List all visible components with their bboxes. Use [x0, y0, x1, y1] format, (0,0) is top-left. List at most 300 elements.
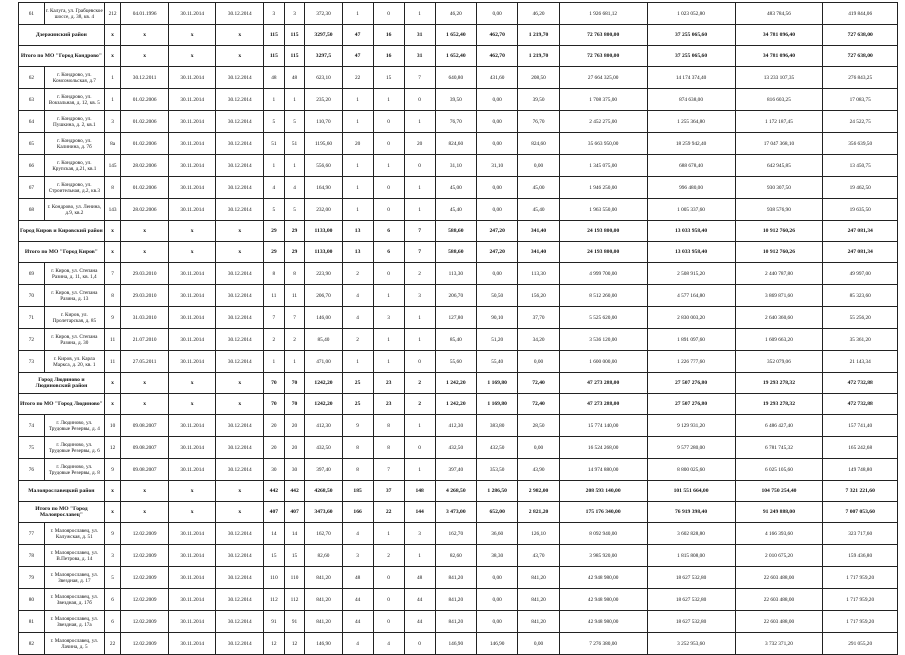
table-cell: 841,20 — [518, 611, 559, 633]
table-cell: 1 — [342, 199, 373, 221]
table-cell: 4 — [373, 633, 404, 655]
address-cell: г. Кондрово, ул. Вокзальная, д. 12, кв. 5 — [44, 89, 104, 111]
table-cell: 31 — [404, 25, 435, 46]
table-row — [19, 611, 898, 633]
table-cell: 14 — [284, 523, 305, 545]
table-cell: 01.02.2006 — [121, 111, 169, 133]
table-cell: 1 609 663,20 — [735, 329, 823, 351]
table-cell: 372,30 — [305, 3, 342, 25]
table-cell: 45,40 — [518, 199, 559, 221]
table-cell: 341,40 — [518, 221, 559, 242]
table-cell: 1 345 075,00 — [559, 155, 647, 177]
table-cell: 16 — [373, 46, 404, 67]
table-cell: 6 781 745,32 — [735, 437, 823, 459]
address-cell: г. Малоярославец, ул. Звездная, д. 17б — [44, 589, 104, 611]
table-cell: 55,60 — [435, 351, 476, 373]
table-cell: х — [216, 481, 264, 502]
table-cell: 156,20 — [518, 285, 559, 307]
table-cell: 652,00 — [477, 502, 518, 523]
table-cell: 1 — [404, 545, 435, 567]
table-cell: 17 047 368,10 — [735, 133, 823, 155]
table-cell: 4 — [342, 307, 373, 329]
table-cell: 29.03.2010 — [121, 285, 169, 307]
table-cell: 01.02.2006 — [121, 133, 169, 155]
table-row — [19, 523, 898, 545]
address-cell: г. Малоярославец, ул. В.Петрова, д. 14 — [44, 545, 104, 567]
table-cell: 66 — [19, 155, 45, 177]
table-cell: 1 926 681,12 — [559, 3, 647, 25]
table-cell: 30.11.2014 — [168, 67, 216, 89]
table-cell: 8 512 260,00 — [559, 285, 647, 307]
table-cell: 01.02.2006 — [121, 89, 169, 111]
table-cell: 5 — [104, 567, 121, 589]
table-cell: 185 — [342, 481, 373, 502]
table-cell: 46,20 — [435, 3, 476, 25]
table-cell: 30.12.2014 — [216, 111, 264, 133]
table-cell: 6 — [104, 589, 121, 611]
table-cell: 0,00 — [477, 111, 518, 133]
table-cell: 1 226 777,60 — [647, 351, 735, 373]
table-cell: 247,20 — [477, 242, 518, 263]
table-cell: 159 436,80 — [823, 545, 898, 567]
table-row — [19, 67, 898, 89]
table-cell: 30.11.2014 — [168, 133, 216, 155]
subtotal-row — [19, 242, 898, 263]
table-cell: 1 — [404, 177, 435, 199]
table-cell: 20 — [342, 133, 373, 155]
table-cell: 70 — [264, 394, 285, 415]
table-cell: 0,00 — [477, 89, 518, 111]
table-cell: 9 129 931,20 — [647, 415, 735, 437]
table-cell: 356 639,50 — [823, 133, 898, 155]
table-cell: 1 169,80 — [477, 373, 518, 394]
table-cell: 110 — [284, 567, 305, 589]
table-cell: х — [104, 481, 121, 502]
table-cell: 841,20 — [518, 589, 559, 611]
table-cell: 85,40 — [435, 329, 476, 351]
table-cell: 688 678,40 — [647, 155, 735, 177]
table-cell: 31,10 — [435, 155, 476, 177]
table-cell: 30.11.2014 — [168, 351, 216, 373]
table-cell: 82,60 — [305, 545, 342, 567]
table-cell: 12.02.2009 — [121, 611, 169, 633]
table-cell: 462,70 — [477, 46, 518, 67]
table-cell: 17 083,75 — [823, 89, 898, 111]
table-cell: 22 603 488,00 — [735, 589, 823, 611]
table-cell: 9 577 280,00 — [647, 437, 735, 459]
table-cell: 3297,50 — [305, 25, 342, 46]
table-cell: 0 — [404, 437, 435, 459]
table-cell: 1 — [373, 89, 404, 111]
table-cell: 30.11.2014 — [168, 633, 216, 655]
table-cell: 1 — [404, 329, 435, 351]
table-cell: 44 — [404, 589, 435, 611]
table-cell: 45,00 — [518, 177, 559, 199]
table-cell: х — [216, 373, 264, 394]
table-cell: 35 361,20 — [823, 329, 898, 351]
table-cell: 1 — [404, 111, 435, 133]
table-cell: х — [216, 394, 264, 415]
table-cell: 162,70 — [435, 523, 476, 545]
subtotal-row — [19, 502, 898, 523]
table-cell: 27 507 276,80 — [647, 394, 735, 415]
table-cell: х — [168, 46, 216, 67]
table-cell: 0 — [373, 263, 404, 285]
subtotal-label: Итого по МО "Город Людиново" — [19, 394, 105, 415]
table-cell: 1 — [404, 3, 435, 25]
table-cell: 164,90 — [305, 177, 342, 199]
table-cell: 1 — [284, 351, 305, 373]
table-row — [19, 415, 898, 437]
table-cell: 1 717 959,20 — [823, 589, 898, 611]
table-cell: 1 169,80 — [477, 394, 518, 415]
table-cell: 65 — [19, 133, 45, 155]
table-cell: 1 — [284, 155, 305, 177]
table-cell: 12.02.2009 — [121, 589, 169, 611]
table-cell: 22 — [342, 67, 373, 89]
table-cell: 62 — [19, 67, 45, 89]
table-cell: 72,40 — [518, 373, 559, 394]
table-cell: 34 781 096,40 — [735, 25, 823, 46]
table-cell: 1 600 000,00 — [559, 351, 647, 373]
table-cell: 8 800 025,60 — [647, 459, 735, 481]
table-cell: 91 — [284, 611, 305, 633]
table-cell: 16 — [373, 25, 404, 46]
table-cell: 16 524 268,00 — [559, 437, 647, 459]
table-cell: х — [168, 373, 216, 394]
table-cell: 352 079,06 — [735, 351, 823, 373]
address-cell: г. Киров, ул. Карла Маркса, д. 20, кв. 1 — [44, 351, 104, 373]
table-cell: 30.12.2014 — [216, 3, 264, 25]
table-cell: 208 593 140,00 — [559, 481, 647, 502]
table-cell: 30.12.2014 — [216, 89, 264, 111]
table-cell: 4 268,50 — [435, 481, 476, 502]
table-cell: 2 640 360,60 — [735, 307, 823, 329]
table-cell: 1 — [264, 89, 285, 111]
table-cell: 6 486 427,40 — [735, 415, 823, 437]
table-cell: 1 255 364,80 — [647, 111, 735, 133]
table-cell: 30.11.2014 — [168, 263, 216, 285]
table-cell: 8а — [104, 133, 121, 155]
table-cell: 874 638,00 — [647, 89, 735, 111]
table-cell: 55,40 — [477, 351, 518, 373]
table-cell: 8 — [373, 437, 404, 459]
table-cell: 2 — [404, 373, 435, 394]
address-cell: г. Малоярославец, ул. Лачина, д. 5 — [44, 633, 104, 655]
address-cell: г. Малоярославец, ул. Калужская, д. 51 — [44, 523, 104, 545]
table-cell: 938 576,90 — [735, 199, 823, 221]
table-row — [19, 567, 898, 589]
table-cell: 11 — [264, 285, 285, 307]
table-cell: 841,20 — [518, 567, 559, 589]
table-cell: 3 473,00 — [435, 502, 476, 523]
table-cell: 01.02.2006 — [121, 177, 169, 199]
table-cell: 3 602 828,80 — [647, 523, 735, 545]
table-cell: 112 — [264, 589, 285, 611]
table-cell: 442 — [284, 481, 305, 502]
table-cell: 1 708 375,00 — [559, 89, 647, 111]
table-cell: 1 — [342, 3, 373, 25]
table-cell: 4268,50 — [305, 481, 342, 502]
table-cell: х — [216, 46, 264, 67]
table-cell: 101 551 664,00 — [647, 481, 735, 502]
table-cell: 383,80 — [477, 415, 518, 437]
table-cell: 1242,20 — [305, 394, 342, 415]
table-cell: 70 — [284, 373, 305, 394]
table-cell: 5 — [264, 199, 285, 221]
table-cell: 55 256,20 — [823, 307, 898, 329]
table-cell: 2 — [404, 394, 435, 415]
table-cell: 30.12.2014 — [216, 545, 264, 567]
table-cell: 1 652,40 — [435, 25, 476, 46]
table-cell: 841,20 — [435, 589, 476, 611]
table-cell: 30.12.2014 — [216, 567, 264, 589]
table-cell: х — [121, 46, 169, 67]
table-row — [19, 155, 898, 177]
address-cell: г. Калуга, ул. Грабцевское шоссе, д. 38, кв. 4 — [44, 3, 104, 25]
table-row — [19, 545, 898, 567]
table-cell: 30.11.2014 — [168, 89, 216, 111]
table-cell: 21 143,34 — [823, 351, 898, 373]
table-cell: 30.12.2014 — [216, 199, 264, 221]
table-cell: 0 — [404, 155, 435, 177]
table-cell: 04.01.1996 — [121, 3, 169, 25]
table-cell: 0 — [373, 611, 404, 633]
table-cell: 09.08.2007 — [121, 415, 169, 437]
table-cell: 146,90 — [477, 633, 518, 655]
table-cell: 148 — [404, 481, 435, 502]
table-cell: 15 — [284, 545, 305, 567]
table-cell: 09.08.2007 — [121, 437, 169, 459]
table-cell: 30.12.2014 — [216, 285, 264, 307]
subtotal-row — [19, 481, 898, 502]
table-cell: 80 — [19, 589, 45, 611]
table-cell: 7 007 053,60 — [823, 502, 898, 523]
table-cell: 27.05.2011 — [121, 351, 169, 373]
table-cell: 223,90 — [305, 263, 342, 285]
table-cell: 76,70 — [518, 111, 559, 133]
table-cell: 1 219,70 — [518, 46, 559, 67]
table-cell: 4 — [284, 177, 305, 199]
table-row — [19, 3, 898, 25]
table-cell: 432,50 — [435, 437, 476, 459]
table-cell: 841,20 — [305, 611, 342, 633]
table-cell: 50,50 — [477, 285, 518, 307]
table-cell: 37 255 065,60 — [647, 46, 735, 67]
table-cell: 1 652,40 — [435, 46, 476, 67]
table-cell: 30 — [284, 459, 305, 481]
table-cell: 291 055,20 — [823, 633, 898, 655]
table-cell: 30.11.2014 — [168, 523, 216, 545]
table-cell: 39,50 — [435, 89, 476, 111]
table-cell: 1 815 808,00 — [647, 545, 735, 567]
table-cell: 48 — [404, 567, 435, 589]
table-cell: 442 — [264, 481, 285, 502]
table-cell: 7 276 380,00 — [559, 633, 647, 655]
subtotal-label: Итого по МО "Город Киров" — [19, 242, 105, 263]
table-cell: 27 507 276,80 — [647, 373, 735, 394]
table-cell: 20 — [284, 415, 305, 437]
table-cell: 824,60 — [435, 133, 476, 155]
table-cell: 30.11.2014 — [168, 329, 216, 351]
table-cell: 11 — [104, 351, 121, 373]
table-cell: 3 252 953,60 — [647, 633, 735, 655]
table-cell: 162,70 — [305, 523, 342, 545]
table-cell: х — [121, 25, 169, 46]
table-cell: 0 — [373, 567, 404, 589]
table-cell: 81 — [19, 611, 45, 633]
table-cell: 27 664 325,00 — [559, 67, 647, 89]
table-cell: 13 450,75 — [823, 155, 898, 177]
table-cell: 25 — [342, 373, 373, 394]
table-cell: 28.02.2006 — [121, 155, 169, 177]
table-cell: х — [104, 242, 121, 263]
address-cell: г. Людиново, ул. Трудовые Резервы, д. 6 — [44, 437, 104, 459]
table-row — [19, 133, 898, 155]
table-cell: 22 603 488,00 — [735, 611, 823, 633]
table-cell: 30.12.2014 — [216, 133, 264, 155]
table-cell: 208,50 — [518, 67, 559, 89]
table-cell: 30.12.2014 — [216, 351, 264, 373]
table-cell: 588,60 — [435, 242, 476, 263]
table-cell: 4 577 164,80 — [647, 285, 735, 307]
table-cell: х — [216, 502, 264, 523]
table-cell: 30.12.2014 — [216, 263, 264, 285]
table-cell: 72,40 — [518, 394, 559, 415]
address-cell: г. Кондрово, ул. Ленина, д.9, кв.2 — [44, 199, 104, 221]
table-cell: 432,50 — [477, 437, 518, 459]
table-cell: 42 948 980,00 — [559, 589, 647, 611]
table-cell: 24 193 800,00 — [559, 242, 647, 263]
table-cell: 13 233 107,35 — [735, 67, 823, 89]
table-cell: 76 919 398,40 — [647, 502, 735, 523]
table-cell: 2 — [342, 263, 373, 285]
table-cell: 1 — [264, 155, 285, 177]
table-cell: 69 — [19, 263, 45, 285]
table-cell: 30.11.2014 — [168, 437, 216, 459]
table-cell: 18 627 532,80 — [647, 589, 735, 611]
table-cell: х — [216, 242, 264, 263]
table-cell: 12.02.2009 — [121, 523, 169, 545]
table-cell: 212 — [104, 3, 121, 25]
table-cell: 19 293 278,32 — [735, 394, 823, 415]
table-cell: 471,00 — [305, 351, 342, 373]
table-cell: 112 — [284, 589, 305, 611]
table-cell: 44 — [342, 611, 373, 633]
table-cell: 115 — [284, 46, 305, 67]
table-cell: х — [168, 394, 216, 415]
table-cell: 0,00 — [477, 199, 518, 221]
subtotal-row — [19, 373, 898, 394]
table-cell: 397,40 — [435, 459, 476, 481]
table-cell: 44 — [342, 589, 373, 611]
table-cell: 30.12.2014 — [216, 633, 264, 655]
table-cell: 432,50 — [305, 437, 342, 459]
table-cell: 126,10 — [518, 523, 559, 545]
address-cell: г. Кондрово, ул. Калинина, д. 7б — [44, 133, 104, 155]
table-cell: 144 — [404, 502, 435, 523]
address-cell: г. Малоярославец, ул. Звездная, д. 17 — [44, 567, 104, 589]
table-row — [19, 633, 898, 655]
table-cell: 472 732,88 — [823, 394, 898, 415]
table-cell: 841,20 — [435, 611, 476, 633]
table-cell: 14 974 880,00 — [559, 459, 647, 481]
table-cell: 1133,00 — [305, 242, 342, 263]
table-cell: 841,20 — [435, 567, 476, 589]
table-cell: 10 912 760,26 — [735, 221, 823, 242]
table-cell: 91 — [264, 611, 285, 633]
table-cell: 0,00 — [477, 611, 518, 633]
table-cell: 2 982,00 — [518, 481, 559, 502]
table-cell: х — [104, 373, 121, 394]
table-cell: 3 — [342, 545, 373, 567]
table-cell: 115 — [264, 46, 285, 67]
table-cell: 28.02.2006 — [121, 199, 169, 221]
table-cell: 1 — [373, 523, 404, 545]
table-row — [19, 111, 898, 133]
table-cell: х — [121, 242, 169, 263]
table-cell: 113,30 — [435, 263, 476, 285]
table-cell: 35 663 950,00 — [559, 133, 647, 155]
table-cell: 11 — [104, 329, 121, 351]
table-cell: 10 912 760,26 — [735, 242, 823, 263]
table-cell: 996 480,00 — [647, 177, 735, 199]
table-cell: 0,00 — [477, 177, 518, 199]
table-cell: 82 — [19, 633, 45, 655]
table-cell: 2 010 675,20 — [735, 545, 823, 567]
table-cell: 0 — [404, 633, 435, 655]
table-cell: 79 — [19, 567, 45, 589]
table-cell: 3297,5 — [305, 46, 342, 67]
table-cell: 72 763 800,00 — [559, 46, 647, 67]
table-cell: 115 — [264, 25, 285, 46]
table-cell: 29 — [264, 242, 285, 263]
table-cell: 47 273 288,00 — [559, 373, 647, 394]
table-cell: х — [121, 221, 169, 242]
table-cell: 3473,60 — [305, 502, 342, 523]
address-cell: г. Людиново, ул. Трудовые Резервы, д. 4 — [44, 415, 104, 437]
table-body — [19, 3, 898, 655]
table-cell: 30.11.2014 — [168, 307, 216, 329]
table-cell: 2 452 275,00 — [559, 111, 647, 133]
table-cell: 1 — [373, 329, 404, 351]
table-cell: 2 — [404, 263, 435, 285]
table-cell: 165 242,68 — [823, 437, 898, 459]
table-cell: 23 — [373, 373, 404, 394]
table-cell: 12 — [284, 633, 305, 655]
table-cell: 2 508 915,20 — [647, 263, 735, 285]
table-cell: 25 — [342, 394, 373, 415]
table-cell: х — [121, 394, 169, 415]
table-cell: 13 — [342, 221, 373, 242]
table-cell: 1 — [284, 89, 305, 111]
address-cell: г. Кондрово, ул. Строительная, д.2, кв.3 — [44, 177, 104, 199]
table-cell: 51,20 — [477, 329, 518, 351]
table-cell: х — [104, 394, 121, 415]
subtotal-label: Город Людиново и Людиновский район — [19, 373, 105, 394]
table-cell: 0,00 — [518, 155, 559, 177]
table-cell: 23 — [373, 394, 404, 415]
subtotal-label: Итого по МО "Город Кондрово" — [19, 46, 105, 67]
table-cell: 1 717 959,20 — [823, 567, 898, 589]
table-cell: 2 — [284, 329, 305, 351]
table-cell: 36,60 — [477, 523, 518, 545]
table-cell: 63 — [19, 89, 45, 111]
table-cell: 47 — [342, 46, 373, 67]
table-row — [19, 285, 898, 307]
table-cell: 1 286,50 — [477, 481, 518, 502]
table-cell: х — [104, 502, 121, 523]
